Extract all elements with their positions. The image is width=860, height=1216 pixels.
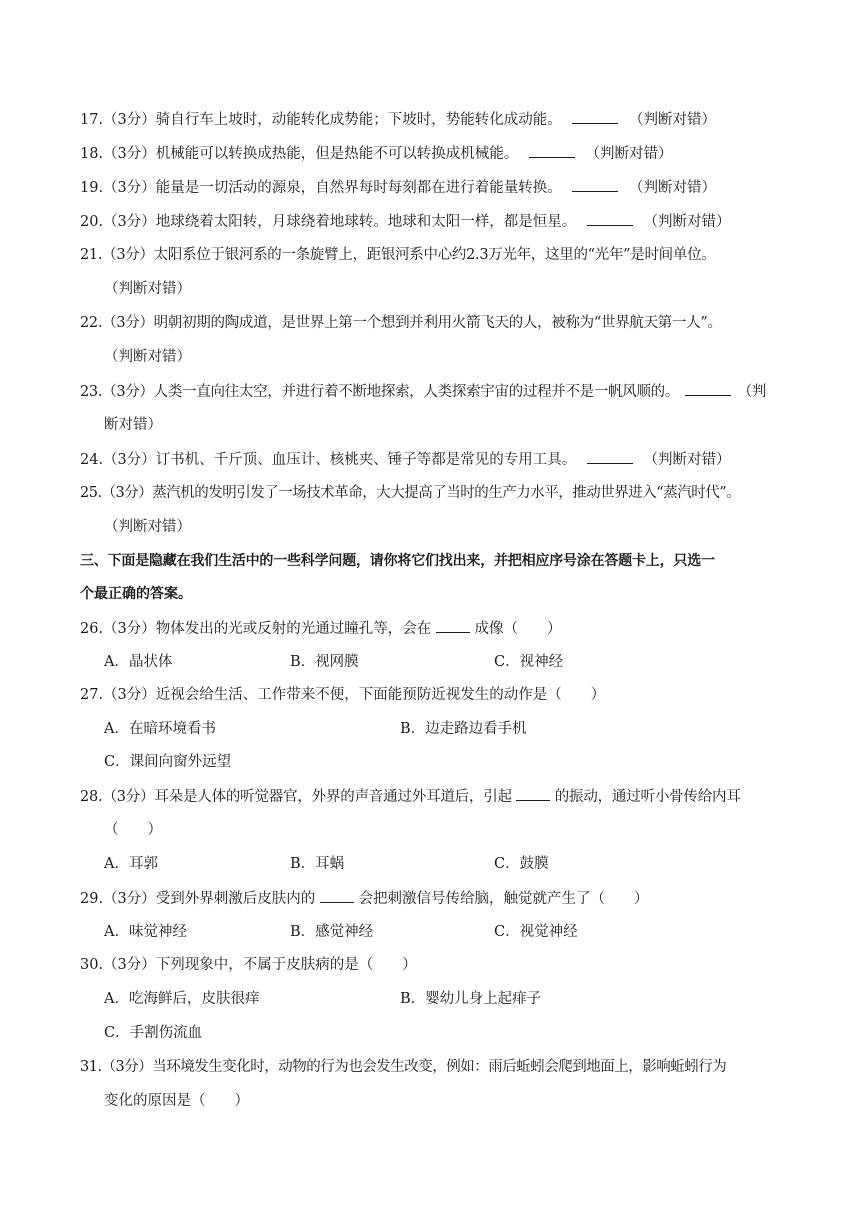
option-c[interactable]: C．视觉神经	[494, 924, 578, 940]
question-suffix: （判断对错）	[643, 214, 731, 230]
option-a[interactable]: A．耳郭	[104, 856, 158, 872]
question-suffix: 成像（ ）	[474, 621, 562, 637]
question-21	[80, 245, 715, 265]
answer-blank[interactable]	[685, 381, 731, 396]
question-text: 22.（3分）明朝初期的陶成道，是世界上第一个想到并利用火箭飞天的人，被称为“世界航天第一人”。	[80, 315, 722, 331]
question-26	[80, 618, 562, 639]
option-c[interactable]: C．鼓膜	[494, 856, 549, 872]
question-28	[80, 786, 741, 807]
question-suffix: （判断对错）	[629, 180, 717, 196]
question-24	[80, 449, 731, 470]
question-28-paren: （ ）	[104, 822, 162, 838]
answer-blank[interactable]	[587, 211, 633, 226]
answer-blank[interactable]	[572, 177, 618, 192]
option-c[interactable]: C．视神经	[494, 654, 564, 670]
question-text: 25.（3分）蒸汽机的发明引发了一场技术革命，大大提高了当时的生产力水平，推动世界进入“蒸汽时代”。	[80, 485, 741, 501]
question-suffix: 的振动，通过听小骨传给内耳	[554, 789, 741, 805]
question-suffix: （判断对错）	[643, 452, 731, 468]
question-20	[80, 211, 731, 232]
option-a[interactable]: A．味觉神经	[104, 924, 187, 940]
question-21-suffix: （判断对错）	[104, 281, 191, 297]
answer-blank[interactable]	[529, 143, 575, 158]
section-heading-cont: 个最正确的答案。	[80, 586, 192, 602]
option-c[interactable]: C．课间向窗外远望	[104, 754, 232, 770]
question-25	[80, 483, 740, 503]
question-text: 18.（3分）机械能可以转换成热能，但是热能不可以转换成机械能。	[80, 146, 519, 162]
question-19	[80, 177, 716, 198]
option-b[interactable]: B．边走路边看手机	[400, 721, 527, 737]
question-text: 17.（3分）骑自行车上坡时，动能转化成势能；下坡时，势能转化成动能。	[80, 112, 562, 128]
question-18	[80, 143, 673, 164]
question-31-cont: 变化的原因是（ ）	[104, 1093, 249, 1109]
option-a[interactable]: A．在暗环境看书	[104, 721, 216, 737]
question-text: 19.（3分）能量是一切活动的源泉，自然界每时每刻都在进行着能量转换。	[80, 180, 562, 196]
question-text: 26.（3分）物体发出的光或反射的光通过瞳孔等，会在	[80, 621, 432, 637]
question-25-suffix: （判断对错）	[104, 519, 191, 535]
question-22	[80, 313, 722, 333]
question-suffix: 会把刺激信号传给脑，触觉就产生了（ ）	[358, 891, 649, 907]
question-text: 28.（3分）耳朵是人体的听觉器官，外界的声音通过外耳道后，引起	[80, 789, 512, 805]
question-17	[80, 109, 716, 130]
question-23-suffix: 断对错）	[104, 417, 162, 433]
question-31: 31.（3分）当环境发生变化时，动物的行为也会发生改变，例如：雨后蚯蚓会爬到地面上，影响蚯蚓行为	[80, 1059, 727, 1075]
question-27: 27.（3分）近视会给生活、工作带来不便，下面能预防近视发生的动作是（ ）	[80, 687, 606, 703]
question-suffix: （判	[737, 384, 767, 400]
option-a[interactable]: A．晶状体	[104, 654, 173, 670]
option-b[interactable]: B．耳蜗	[290, 856, 345, 872]
option-b[interactable]: B．视网膜	[290, 654, 359, 670]
answer-blank[interactable]	[587, 449, 633, 464]
section-heading: 三、下面是隐藏在我们生活中的一些科学问题，请你将它们找出来，并把相应序号涂在答题卡上，只选一	[80, 553, 715, 569]
question-text: 23.（3分）人类一直向往太空，并进行着不断地探索，人类探索宇宙的过程并不是一帆风顺的。	[80, 384, 680, 400]
question-text: 24.（3分）订书机、千斤顶、血压计、核桃夹、锤子等都是常见的专用工具。	[80, 452, 577, 468]
option-b[interactable]: B．婴幼儿身上起痱子	[400, 991, 542, 1007]
question-text: 29.（3分）受到外界刺激后皮肤内的	[80, 891, 316, 907]
question-suffix: （判断对错）	[629, 112, 717, 128]
question-text: 20.（3分）地球绕着太阳转，月球绕着地球转。地球和太阳一样，都是恒星。	[80, 214, 577, 230]
fill-blank	[320, 888, 354, 903]
option-c[interactable]: C．手割伤流血	[104, 1025, 203, 1041]
question-30: 30.（3分）下列现象中，不属于皮肤病的是（ ）	[80, 957, 417, 973]
question-29	[80, 888, 649, 909]
fill-blank	[436, 618, 470, 633]
question-23	[80, 381, 766, 402]
question-text: 21.（3分）太阳系位于银河系的一条旋臂上，距银河系中心约2.3万光年，这里的“光年”是时间单位。	[80, 247, 716, 263]
question-22-suffix: （判断对错）	[104, 349, 191, 365]
question-suffix: （判断对错）	[585, 146, 673, 162]
fill-blank	[516, 786, 550, 801]
answer-blank[interactable]	[572, 109, 618, 124]
option-a[interactable]: A．吃海鲜后，皮肤很痒	[104, 991, 260, 1007]
option-b[interactable]: B．感觉神经	[290, 924, 374, 940]
